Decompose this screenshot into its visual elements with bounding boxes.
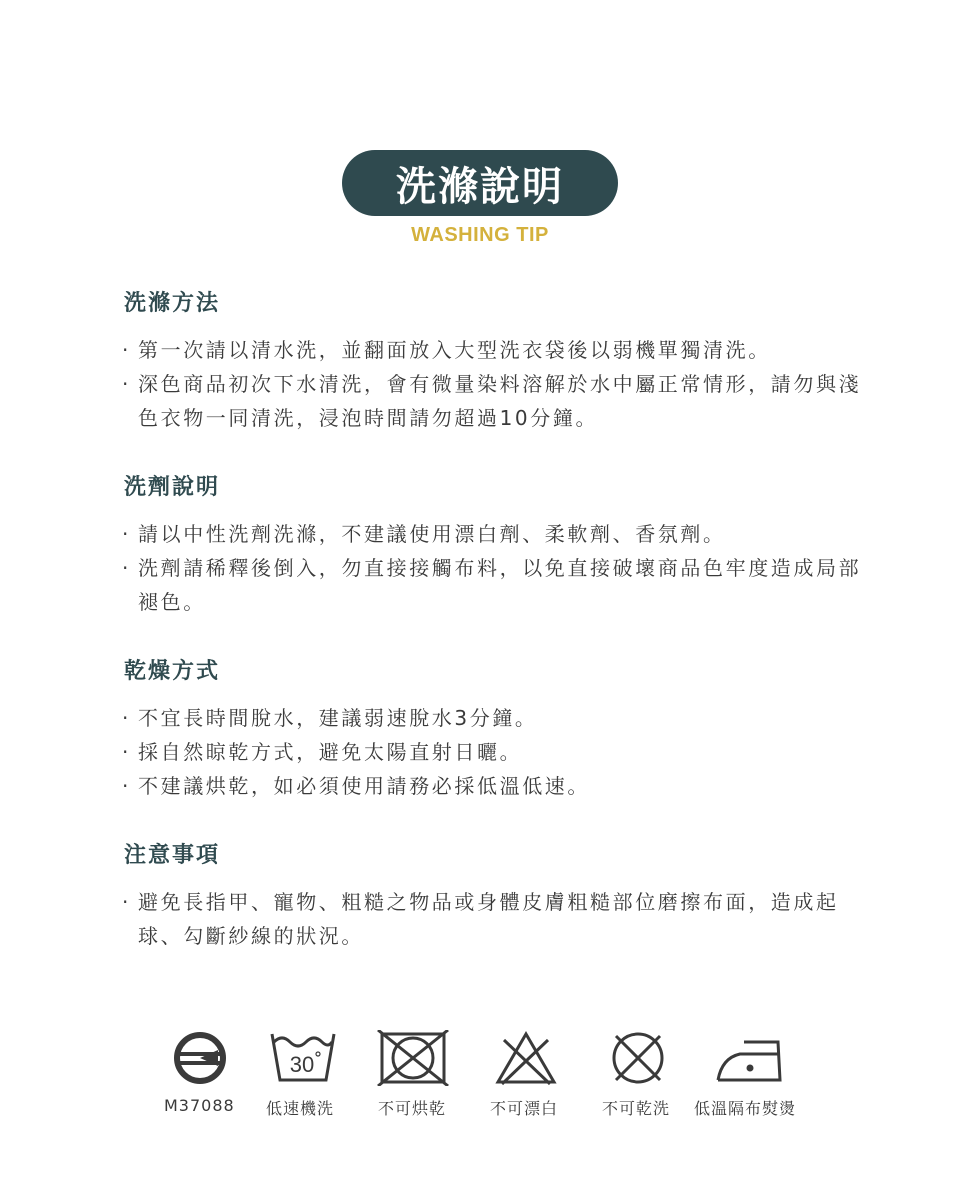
list-item: · 深色商品初次下水清洗，會有微量染料溶解於水中屬正常情形，請勿與淺色衣物一同清洗，浸泡時間請勿超過10分鐘。	[124, 367, 864, 435]
page-subtitle: WASHING TIP	[411, 224, 549, 246]
page-title: 洗滌說明	[396, 163, 564, 210]
section-title: 洗滌方法	[124, 291, 221, 316]
section-notes	[124, 838, 864, 953]
bsmi-mark-icon	[172, 1030, 228, 1086]
wash-temp: 30	[289, 1052, 315, 1077]
care-label: 不可漂白	[490, 1099, 559, 1118]
no-bleach-icon	[494, 1030, 558, 1086]
care-label: 不可烘乾	[378, 1099, 447, 1118]
list-item: · 不宜長時間脫水，建議弱速脫水3分鐘。	[124, 701, 864, 735]
no-tumble-dry-icon	[376, 1030, 450, 1086]
section-detergent	[124, 470, 864, 619]
iron-low-icon	[714, 1034, 784, 1084]
section-drying	[124, 654, 864, 803]
list-item: · 洗劑請稀釋後倒入，勿直接接觸布料，以免直接破壞商品色牢度造成局部褪色。	[124, 551, 864, 619]
wash-30-icon	[268, 1030, 338, 1086]
care-label: 低溫隔布熨燙	[694, 1099, 797, 1118]
care-label: M37088	[164, 1096, 235, 1115]
care-icons	[150, 1026, 830, 1126]
list-item: · 不建議烘乾，如必須使用請務必採低溫低速。	[124, 769, 864, 803]
list-item: · 第一次請以清水洗，並翻面放入大型洗衣袋後以弱機單獨清洗。	[124, 333, 864, 367]
section-washing-method	[124, 286, 864, 435]
care-label: 低速機洗	[266, 1099, 335, 1118]
section-title: 注意事項	[124, 843, 221, 868]
list-item: · 請以中性洗劑洗滌，不建議使用漂白劑、柔軟劑、香氛劑。	[124, 517, 864, 551]
title-pill	[342, 150, 618, 216]
list-item: · 採自然晾乾方式，避免太陽直射日曬。	[124, 735, 864, 769]
section-title: 乾燥方式	[124, 659, 221, 684]
no-dry-clean-icon	[606, 1030, 670, 1086]
section-title: 洗劑說明	[124, 475, 221, 500]
care-label: 不可乾洗	[602, 1099, 671, 1118]
list-item: · 避免長指甲、寵物、粗糙之物品或身體皮膚粗糙部位磨擦布面，造成起球、勾斷紗線的狀況。	[124, 885, 864, 953]
